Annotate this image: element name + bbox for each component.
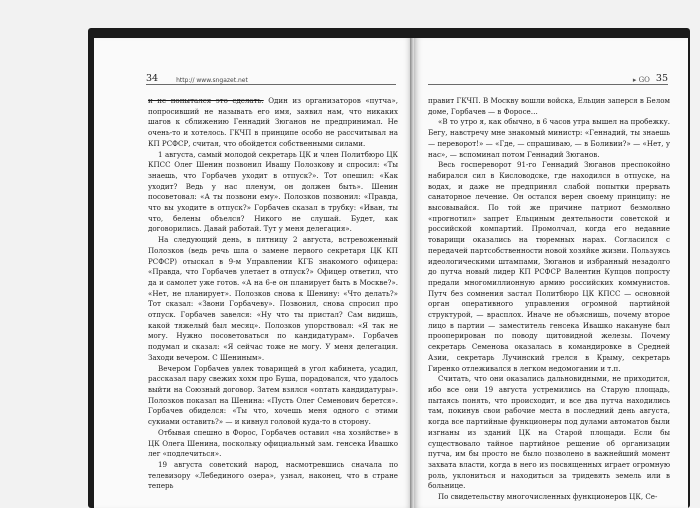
- left-page-header: [146, 68, 396, 85]
- paragraph: Считать, что они оказались дальновидными, не приходится, ибо все они 19 августа устремились на Старую площадь, пытаясь понять, что происходит, и все два путча находились там, покинув свои рабочие места в последний день августа, когда все партийные функционеры под дулами автоматов были изгнаны из зданий ЦК на Старой площади. Если бы существовало тайное партийное решение об организации путча, им бы просто не было позволено в важнейший момент захвата власти, когда в него из посвященных играет огромную роль, уклониться и находиться за тридевять земель или в больнице.: [428, 374, 670, 491]
- paragraph-text: Один из организаторов «путча», попросивший не называть его имя, заявил нам, что никаких шагов к сближению Геннадий Зюганов не предпринимал. Не очень-то и хотелось. ГКЧП в принципе особо не рассчитывал на КП РСФСР, считая, что обойдется собственными силами.: [148, 96, 399, 148]
- paragraph: Отбывая спешно в Форос, Горбачев оставил «на хозяйстве» в ЦК Олега Шенина, поскольку официальный зам. генсека Ивашко лег «подлечиться».: [148, 427, 398, 459]
- right-page-header: [428, 68, 668, 85]
- paragraph: По свидетельству многочисленных функционеров ЦК, Се-: [438, 492, 658, 502]
- paragraph: правит ГКЧП. В Москву вошли войска, Ельцин заперся в Белом доме, Горбачев — в Форосе…: [428, 96, 670, 116]
- struck-text: и не попытался это сделать.: [148, 96, 264, 105]
- right-page: [414, 38, 688, 508]
- paragraph: На следующий день, в пятницу 2 августа, встревоженный Полозков (ведь речь шла о замене первого секретаря ЦК КП РСФСР) отыскал в 9-м Управлении КГБ знакомого офицера: «Правда, что Горбачев улетает в отпуск?» Офицер ответил, что да и самолет уже готов. «А на 6-е он планирует быть в Москве?». «Нет, не планирует». Полозков снова к Шенину: «Что делать?» Тот сказал: «Звони Горбачеву». Позвонил, снова спросил про отпуск. Горбачев завелся: «Ну что ты пристал? Сам видишь, какой тяжелый был месяц». Полозков упорствовал: «Я так не могу. Нужно посоветоваться по кандидатурам». Горбачев подумал и сказал: «Я сейчас тоже не могу. У меня делегация. Заходи вечером. С Шениным».: [148, 235, 398, 362]
- paragraph: Вечером Горбачев увлек товарищей в угол кабинета, усадил, рассказал пару свежих хохм про Буша, порадовался, что удалось выйти на Союзный договор. Затем взялся «onтать кандидатуры». Полозков показал на Шенина: «Пусть Олег Семенович берется». Горбачев обиделся: «Ты что, хочешь меня одного с этими сукиами оставить?» — и кивнул головой куда-то в сторону.: [148, 363, 398, 427]
- left-page-text: [148, 96, 398, 492]
- paragraph: Весь госпереворот 91-го Геннадий Зюганов преспокойно набирался сил в Кисловодске, где находился в отпуске, на водах, и даже не предпринял слабой попытки прервать санаторное лечение. Он остался верен своему принципу: не высовывайся. По той же причине патриот безмолвно «прогнотил» запрет Ельциным деятельности советской и российской компартий. Промолчал, когда его недавние товарищи оказались на тюремных нарах. Согласился с передачей партсобственности новой хозяйке жизни. Пользуясь идеологическими штампами, Зюганов и избранный незадолго до путча новый лидер КП РСФСР Валентин Купцов попросту предали многомиллионную армию российских коммунистов. Путч без сомнения застал Политбюро ЦК КПСС — основной орган оперативного управления огромной партийной структурой, — врасплох. Иначе не объяснишь, почему второе лицо в партии — заместитель генсека Ивашко накануне был прооперирован по поводу щитовидной железы. Почему секретарь Семенова оказалась в командировке в Средней Азии, секретарь Лучинский грелся в Крыму, секретарь Гиренко отлеживался в легком недомогании и т.п.: [428, 160, 670, 373]
- paragraph: 19 августа советский народ, насмотревшись сначала по телевизору «Лебединого озера», узнал, наконец, что в стране теперь: [148, 459, 398, 491]
- right-page-number: 35: [655, 73, 668, 84]
- right-page-text: [428, 96, 670, 503]
- left-page: [94, 38, 412, 508]
- paragraph: «В то утро я, как обычно, в 6 часов утра вышел на пробежку. Бегу, навстречу мне знакомый министр: «Геннадий, ты знаешь — переворот!» — «Где, — спрашиваю, — в Боливии?» — «Нет, у нас», — вспоминал потом Геннадий Зюганов.: [428, 117, 670, 159]
- right-running-head-mark: ▸ GO: [632, 76, 650, 84]
- paragraph: [148, 96, 398, 150]
- left-page-number: 34: [146, 73, 159, 84]
- left-running-head: http:// www.sngazet.net: [176, 77, 248, 84]
- paragraph: 1 августа, самый молодой секретарь ЦК и член Политбюро ЦК КПСС Олег Шенин позвонил Ивашу Полозкову и спросил: «Ты знаешь, что Горбачев уходит в отпуск?». Тот опешил: «Как уходит? Ведь у нас пленум, он должен быть». Шенин посоветовал: «А ты позвони ему». Полозков позвонил: «Правда, что вы уходите в отпуск?» Горбачев сказал в трубку: «Иван, ты что, белены объелся? Никого не слушай. Будет, как договорились. Давай работай. Тут у меня делегация».: [148, 149, 398, 234]
